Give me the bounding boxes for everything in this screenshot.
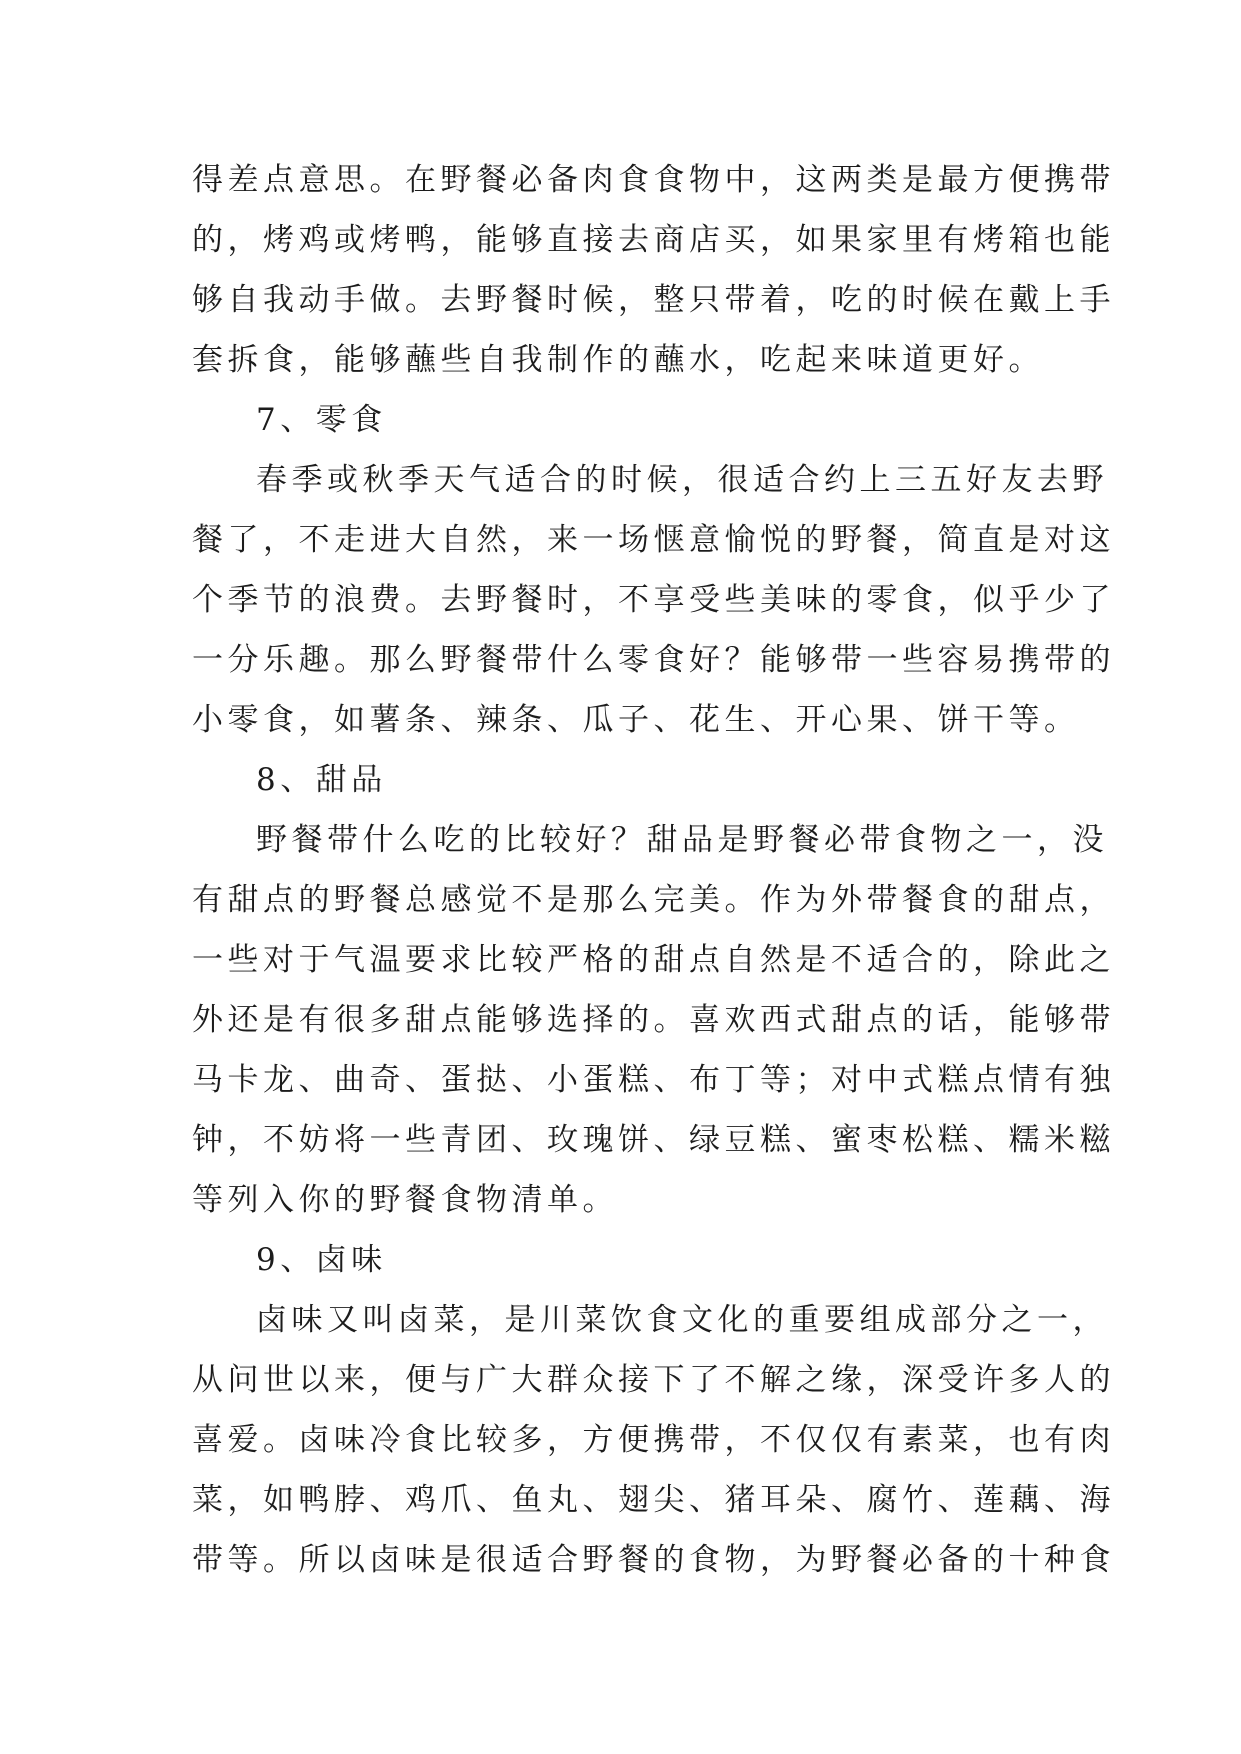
text-line: 有甜点的野餐总感觉不是那么完美。作为外带餐食的甜点， [192, 882, 1115, 918]
section-heading: 9、卤味 [256, 1242, 387, 1278]
text-line: 得差点意思。在野餐必备肉食食物中，这两类是最方便携带 [192, 162, 1115, 198]
text-line: 等列入你的野餐食物清单。 [192, 1182, 618, 1218]
paragraph-first-line: 野餐带什么吃的比较好？甜品是野餐必带食物之一，没 [256, 822, 1108, 858]
text-line: 够自我动手做。去野餐时候，整只带着，吃的时候在戴上手 [192, 282, 1115, 318]
paragraph-first-line: 卤味又叫卤菜，是川菜饮食文化的重要组成部分之一， [256, 1302, 1108, 1338]
text-line: 一些对于气温要求比较严格的甜点自然是不适合的，除此之 [192, 942, 1115, 978]
text-line: 外还是有很多甜点能够选择的。喜欢西式甜点的话，能够带 [192, 1002, 1115, 1038]
text-line: 一分乐趣。那么野餐带什么零食好？能够带一些容易携带的 [192, 642, 1115, 678]
section-heading: 8、甜品 [256, 762, 387, 798]
text-line: 从问世以来，便与广大群众接下了不解之缘，深受许多人的 [192, 1362, 1115, 1398]
text-line: 餐了，不走进大自然，来一场惬意愉悦的野餐，简直是对这 [192, 522, 1115, 558]
text-line: 钟，不妨将一些青团、玫瑰饼、绿豆糕、蜜枣松糕、糯米糍 [192, 1122, 1115, 1158]
document-body [192, 150, 1115, 1590]
text-line: 马卡龙、曲奇、蛋挞、小蛋糕、布丁等；对中式糕点情有独 [192, 1062, 1115, 1098]
section-heading: 7、零食 [256, 402, 387, 438]
text-line: 套拆食，能够蘸些自我制作的蘸水，吃起来味道更好。 [192, 342, 1044, 378]
text-line: 个季节的浪费。去野餐时，不享受些美味的零食，似乎少了 [192, 582, 1115, 618]
text-line: 小零食，如薯条、辣条、瓜子、花生、开心果、饼干等。 [192, 702, 1080, 738]
text-line: 带等。所以卤味是很适合野餐的食物，为野餐必备的十种食 [192, 1542, 1115, 1578]
text-line: 菜，如鸭脖、鸡爪、鱼丸、翅尖、猪耳朵、腐竹、莲藕、海 [192, 1482, 1115, 1518]
text-line: 喜爱。卤味冷食比较多，方便携带，不仅仅有素菜，也有肉 [192, 1422, 1115, 1458]
text-line: 的，烤鸡或烤鸭，能够直接去商店买，如果家里有烤箱也能 [192, 222, 1115, 258]
paragraph-first-line: 春季或秋季天气适合的时候，很适合约上三五好友去野 [256, 462, 1108, 498]
